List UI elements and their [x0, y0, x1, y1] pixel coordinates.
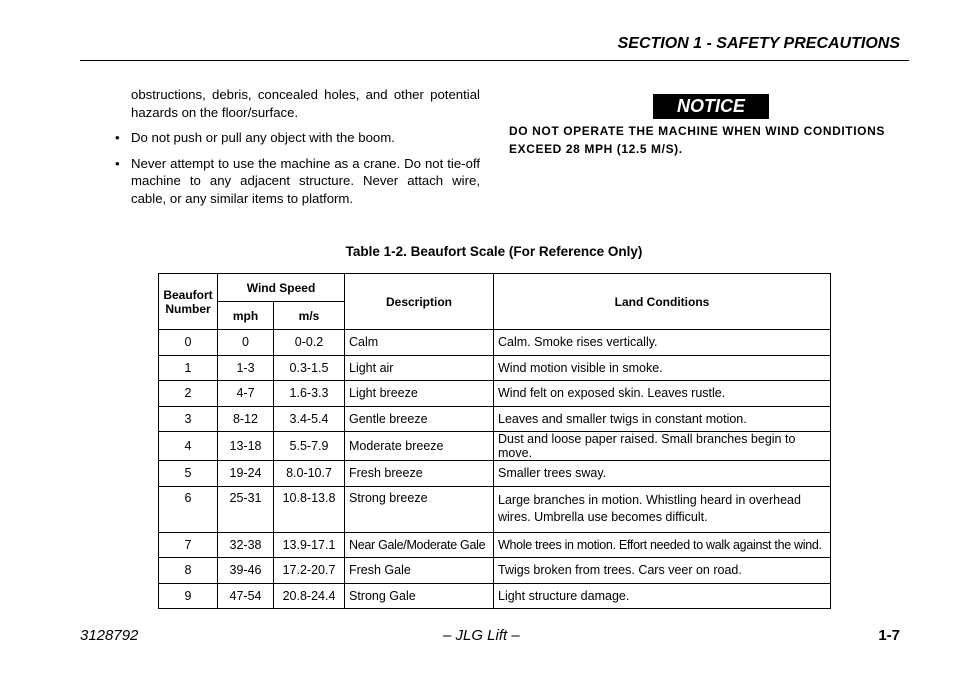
cell-ms: 1.6-3.3 [274, 381, 345, 407]
header-ms: m/s [274, 302, 345, 330]
bullet-item [115, 155, 480, 208]
cell-land-conditions: Leaves and smaller twigs in constant motion. [494, 406, 831, 432]
header-land-conditions: Land Conditions [494, 274, 831, 330]
cell-mph: 8-12 [218, 406, 274, 432]
notice-badge: NOTICE [653, 94, 769, 119]
table-row [159, 330, 831, 356]
cell-ms: 0-0.2 [274, 330, 345, 356]
beaufort-scale-table [158, 273, 831, 609]
header-description: Description [345, 274, 494, 330]
header-divider [80, 60, 909, 61]
cell-description: Fresh breeze [345, 461, 494, 487]
section-title: SECTION 1 - SAFETY PRECAUTIONS [617, 35, 900, 52]
cell-number: 4 [159, 432, 218, 461]
cell-ms: 8.0-10.7 [274, 461, 345, 487]
cell-ms: 10.8-13.8 [274, 486, 345, 532]
cell-description: Light air [345, 355, 494, 381]
cell-land-conditions: Twigs broken from trees. Cars veer on road. [494, 558, 831, 584]
cell-description: Gentle breeze [345, 406, 494, 432]
cell-number: 6 [159, 486, 218, 532]
table-row [159, 558, 831, 584]
cell-mph: 0 [218, 330, 274, 356]
table-row [159, 461, 831, 487]
cell-description: Strong breeze [345, 486, 494, 532]
cell-ms: 0.3-1.5 [274, 355, 345, 381]
table-row [159, 583, 831, 609]
bullet-glyph: • [115, 155, 120, 171]
bullet-text: Do not push or pull any object with the boom. [131, 130, 395, 145]
continued-paragraph: obstructions, debris, concealed holes, and other potential hazards on the floor/surface. [131, 87, 480, 120]
cell-ms: 13.9-17.1 [274, 532, 345, 558]
document-number: 3128792 [80, 627, 139, 644]
cell-land-conditions: Wind felt on exposed skin. Leaves rustle. [494, 381, 831, 407]
cell-mph: 4-7 [218, 381, 274, 407]
bullet-glyph: • [115, 130, 120, 145]
cell-mph: 1-3 [218, 355, 274, 381]
cell-number: 2 [159, 381, 218, 407]
cell-mph: 13-18 [218, 432, 274, 461]
cell-number: 7 [159, 532, 218, 558]
cell-ms: 17.2-20.7 [274, 558, 345, 584]
cell-mph: 32-38 [218, 532, 274, 558]
table-row [159, 406, 831, 432]
cell-description: Strong Gale [345, 583, 494, 609]
table-row [159, 486, 831, 532]
cell-number: 3 [159, 406, 218, 432]
header-mph: mph [218, 302, 274, 330]
cell-mph: 39-46 [218, 558, 274, 584]
cell-land-conditions: Dust and loose paper raised. Small branches begin to move. [494, 432, 831, 461]
cell-land-conditions: Large branches in motion. Whistling heard in overhead wires. Umbrella use becomes difficult. [494, 486, 831, 532]
bullet-text: Never attempt to use the machine as a crane. Do not tie-off machine to any adjacent structure. Never attach wire, cable, or any similar items to platform. [131, 155, 480, 206]
cell-description: Near Gale/Moderate Gale [345, 532, 494, 558]
footer-publisher: – JLG Lift – [443, 627, 520, 644]
cell-land-conditions: Whole trees in motion. Effort needed to walk against the wind. [494, 532, 831, 558]
cell-number: 5 [159, 461, 218, 487]
cell-ms: 5.5-7.9 [274, 432, 345, 461]
table-row [159, 432, 831, 461]
cell-land-conditions: Light structure damage. [494, 583, 831, 609]
table-row [159, 381, 831, 407]
cell-number: 0 [159, 330, 218, 356]
cell-description: Calm [345, 330, 494, 356]
cell-mph: 25-31 [218, 486, 274, 532]
notice-text: DO NOT OPERATE THE MACHINE WHEN WIND CONDITIONS EXCEED 28 MPH (12.5 M/S). [509, 124, 885, 156]
cell-mph: 47-54 [218, 583, 274, 609]
cell-description: Fresh Gale [345, 558, 494, 584]
table-caption: Table 1-2. Beaufort Scale (For Reference Only) [345, 244, 643, 259]
cell-land-conditions: Smaller trees sway. [494, 461, 831, 487]
cell-description: Moderate breeze [345, 432, 494, 461]
cell-ms: 20.8-24.4 [274, 583, 345, 609]
cell-ms: 3.4-5.4 [274, 406, 345, 432]
header-beaufort-number: Beaufort Number [159, 274, 218, 330]
cell-land-conditions: Calm. Smoke rises vertically. [494, 330, 831, 356]
page-number: 1-7 [878, 627, 900, 644]
cell-number: 1 [159, 355, 218, 381]
cell-description: Light breeze [345, 381, 494, 407]
bullet-item [115, 129, 480, 147]
table-row [159, 355, 831, 381]
cell-number: 8 [159, 558, 218, 584]
header-wind-speed: Wind Speed [218, 274, 345, 302]
cell-number: 9 [159, 583, 218, 609]
safety-text-column [115, 86, 480, 215]
table-row [159, 532, 831, 558]
cell-mph: 19-24 [218, 461, 274, 487]
cell-land-conditions: Wind motion visible in smoke. [494, 355, 831, 381]
